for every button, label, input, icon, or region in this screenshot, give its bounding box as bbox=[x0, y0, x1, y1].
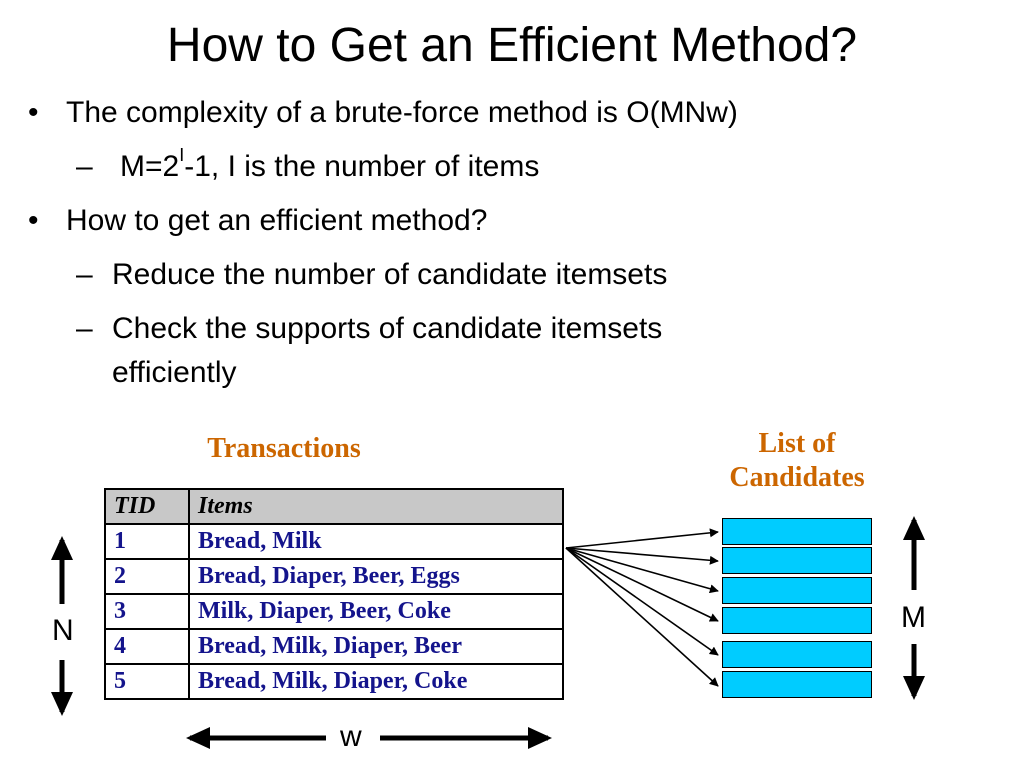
bullet-complexity: The complexity of a brute-force method is O(MNw) bbox=[66, 96, 738, 129]
arrow-up-head bbox=[51, 536, 73, 560]
formula-base: M=2 bbox=[120, 150, 180, 183]
header-tid: TID bbox=[105, 489, 189, 524]
row-tid: 2 bbox=[105, 559, 189, 594]
row-items: Bread, Diaper, Beer, Eggs bbox=[189, 559, 563, 594]
w-dimension-arrow bbox=[186, 727, 552, 749]
row-items: Milk, Diaper, Beer, Coke bbox=[189, 594, 563, 629]
row-items: Bread, Milk bbox=[189, 524, 563, 559]
transactions-label: Transactions bbox=[207, 433, 361, 464]
candidates-label-line1: List of bbox=[758, 428, 836, 459]
row-tid: 4 bbox=[105, 629, 189, 664]
sub-bullet-marker: – bbox=[76, 150, 93, 183]
matching-arrow bbox=[566, 532, 718, 548]
bullet-marker: • bbox=[28, 204, 39, 237]
row-tid: 1 bbox=[105, 524, 189, 559]
dimension-n-label: N bbox=[52, 614, 74, 647]
bullet-efficient-method: How to get an efficient method? bbox=[66, 204, 488, 237]
matching-arrows bbox=[566, 532, 718, 686]
n-dimension-arrow bbox=[51, 536, 73, 716]
header-items: Items bbox=[189, 489, 563, 524]
row-items: Bread, Milk, Diaper, Coke bbox=[189, 664, 563, 699]
arrow-down-head bbox=[903, 676, 925, 700]
bullet-marker: • bbox=[28, 96, 39, 129]
sub-bullet-check-line1: Check the supports of candidate itemsets bbox=[112, 312, 663, 345]
row-tid: 3 bbox=[105, 594, 189, 629]
sub-bullet-reduce: Reduce the number of candidate itemsets bbox=[112, 258, 668, 291]
sub-bullet-check-line2: efficiently bbox=[112, 356, 237, 389]
matching-arrow bbox=[566, 548, 718, 655]
m-dimension-arrow bbox=[903, 516, 925, 700]
sub-bullet-marker: – bbox=[76, 312, 93, 345]
dimension-m-label: M bbox=[901, 601, 926, 634]
dimension-w-label: w bbox=[340, 720, 362, 753]
formula-rest: -1, I is the number of items bbox=[184, 150, 540, 183]
sub-bullet-marker: – bbox=[76, 258, 93, 291]
slide-title: How to Get an Efficient Method? bbox=[166, 19, 858, 72]
row-items: Bread, Milk, Diaper, Beer bbox=[189, 629, 563, 664]
arrow-up-head bbox=[903, 516, 925, 540]
arrow-left-head bbox=[186, 727, 210, 749]
row-tid: 5 bbox=[105, 664, 189, 699]
arrow-down-head bbox=[51, 692, 73, 716]
arrow-right-head bbox=[528, 727, 552, 749]
formula-exponent: I bbox=[179, 145, 185, 165]
candidates-label-line2: Candidates bbox=[729, 462, 865, 493]
